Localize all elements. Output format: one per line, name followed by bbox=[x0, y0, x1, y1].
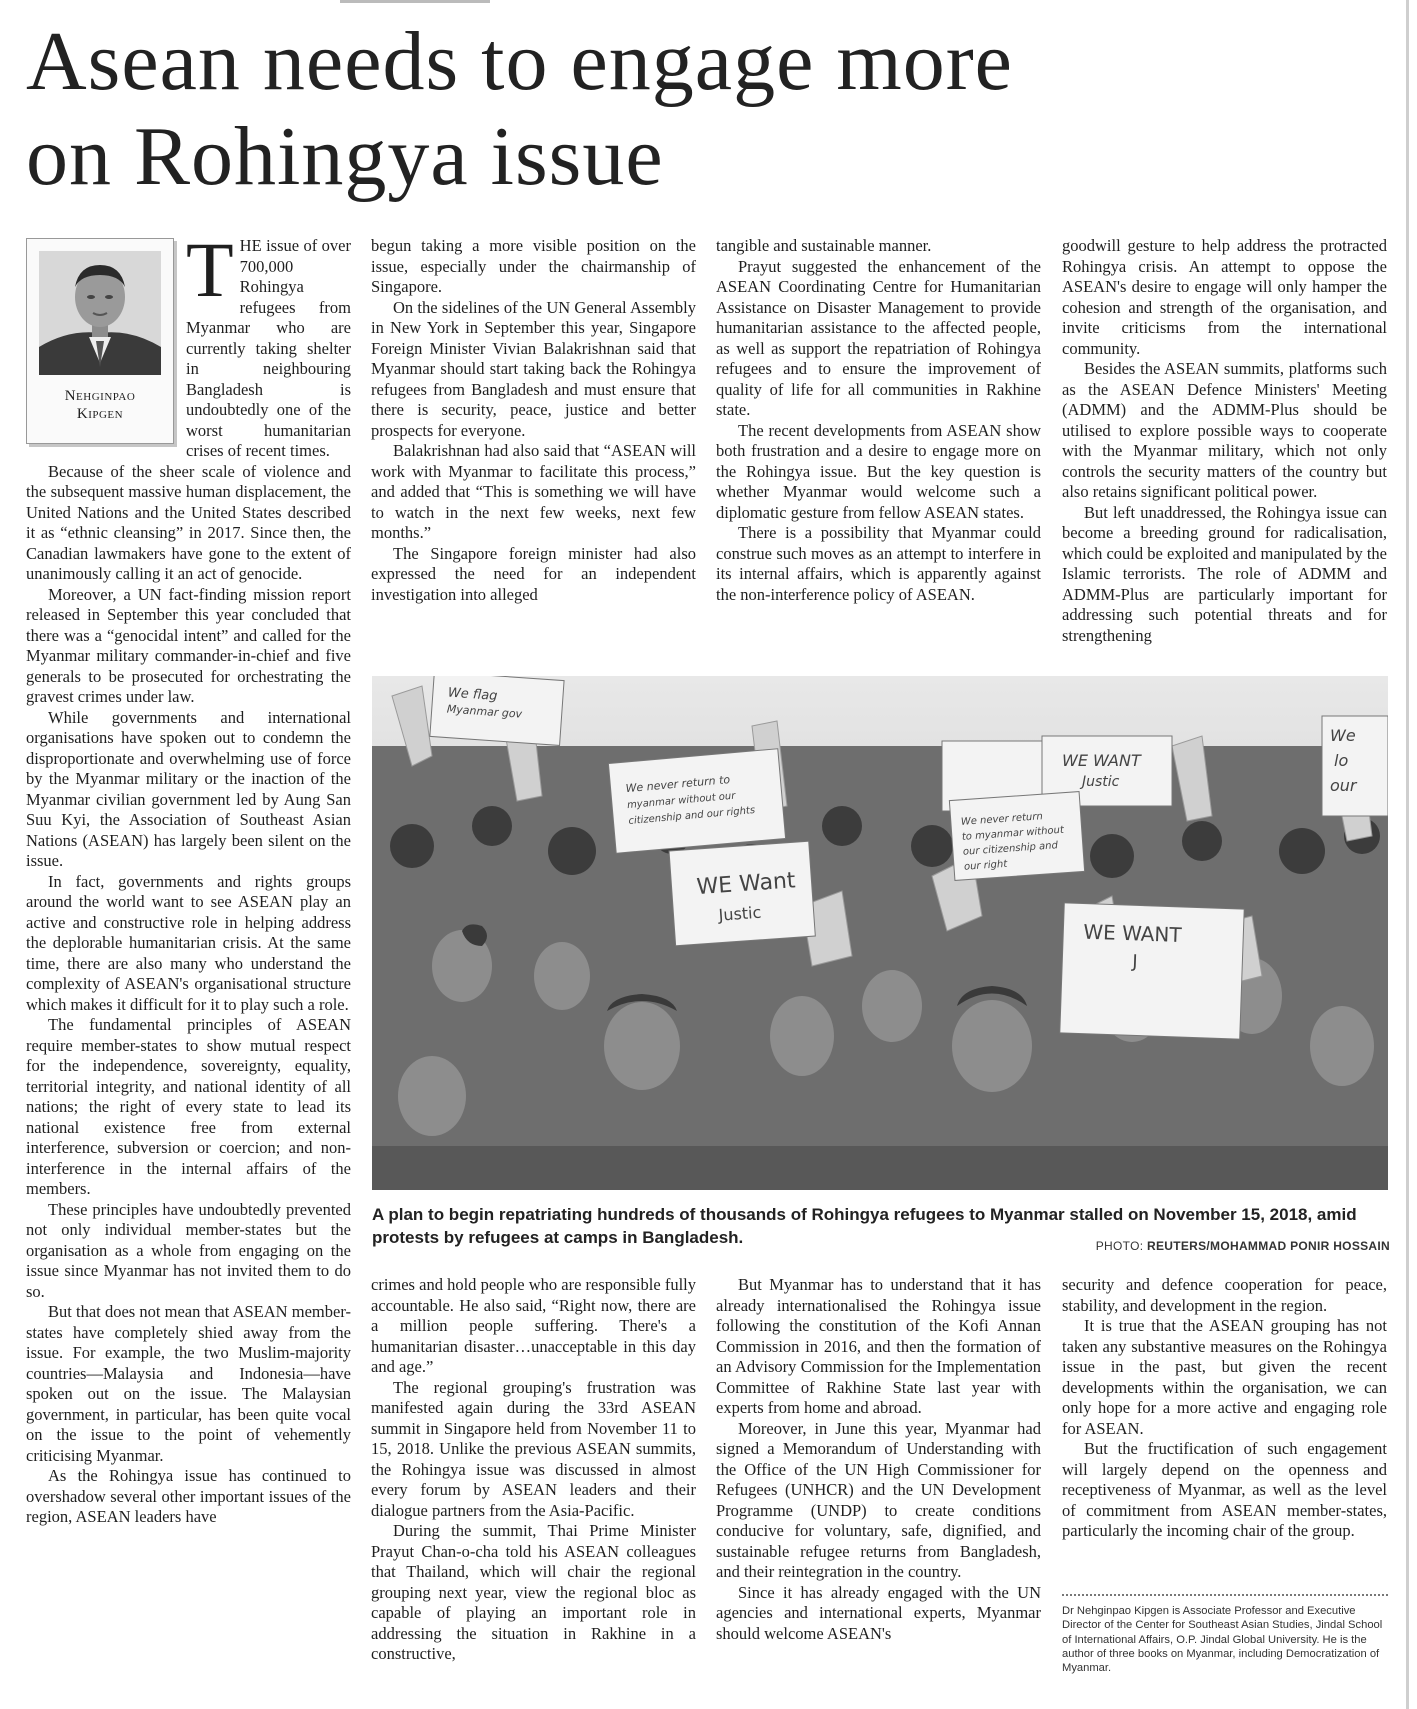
svg-text:to myanmar without: to myanmar without bbox=[961, 824, 1065, 843]
paragraph: begun taking a more visible position on the issue, especially under the chairmanship of Singapore. bbox=[371, 236, 696, 296]
paragraph: The recent developments from ASEAN show both frustration and a desire to engage more on the Rohingya issue. But the key question is whether Myanmar would welcome such a diplomatic gesture from fellow ASEAN states. bbox=[716, 420, 1041, 522]
paragraph: crimes and hold people who are responsible fully accountable. He also said, “Right now, there are a million people suffering. There's a humanitarian disaster…unacceptable in this day and age.” bbox=[371, 1275, 696, 1376]
svg-text:J: J bbox=[1131, 951, 1138, 973]
author-name-line-1: Nehginpao bbox=[64, 388, 136, 404]
paragraph: These principles have undoubtedly prevented not only individual member-states but the organisation as a whole from engaging on the issue since Myanmar has not invited them to do so. bbox=[26, 1199, 351, 1301]
author-portrait bbox=[39, 251, 161, 375]
svg-text:We never return: We never return bbox=[960, 811, 1044, 828]
protest-crowd-image bbox=[372, 676, 1388, 1190]
svg-text:WE WANT: WE WANT bbox=[1082, 919, 1183, 948]
svg-text:our right: our right bbox=[963, 858, 1008, 873]
paragraph: During the summit, Thai Prime Minister Prayut Chan-o-cha told his ASEAN colleagues that Thailand, which will chair the regional grouping next year, view the regional bloc as capable of playing an important role in addressing the situation in Rakhine in a constructive, bbox=[371, 1521, 696, 1663]
column-3-bottom bbox=[716, 1275, 1041, 1693]
page-edge bbox=[1406, 0, 1409, 1709]
photo-credit bbox=[1096, 1239, 1390, 1253]
column-2-bottom bbox=[371, 1275, 696, 1693]
column-3-top bbox=[716, 236, 1041, 656]
paragraph: The fundamental principles of ASEAN require member-states to show mutual respect for the independence, sovereignty, equality, territorial integrity, and national identity of all nations; the right of every state to lead its national existence free from external interference, subversion or coercion; and non-interference in the internal affairs of the members. bbox=[26, 1015, 351, 1198]
paragraph: Moreover, a UN fact-finding mission report released in September this year concluded that there was a “genocidal intent” and called for the Myanmar military commander-in-chief and five generals to be prosecuted for orchestrating the gravest crimes under law. bbox=[26, 584, 351, 706]
bio-divider bbox=[1062, 1594, 1388, 1596]
paragraph: The Singapore foreign minister had also expressed the need for an independent investigation into alleged bbox=[371, 543, 696, 604]
column-2-top bbox=[371, 236, 696, 656]
paragraph: But Myanmar has to understand that it has already internationalised the Rohingya issue following the constitution of the Kofi Annan Commission in 2016, and then the formation of an Advisory Commission for the Implementation Committee of Rakhine State last year with experts from home and abroad. bbox=[716, 1275, 1041, 1417]
paragraph: But left unaddressed, the Rohingya issue can become a breeding ground for radicalisation, which could be exploited and manipulated by the Islamic terrorists. The role of ADMM and ADMM-Plus are particularly important for addressing such potential threats and for strengthening bbox=[1062, 502, 1387, 645]
news-photo bbox=[372, 676, 1388, 1190]
column-4-top bbox=[1062, 236, 1387, 656]
author-box bbox=[26, 238, 174, 444]
photo-credit-label: PHOTO: bbox=[1095, 1239, 1144, 1253]
top-rule bbox=[340, 0, 490, 3]
paragraph: Prayut suggested the enhancement of the ASEAN Coordinating Centre for Humanitarian Assistance on Disaster Management to provide humanitarian assistance to the affected people, as well as support the repatriation of Rohingya refugees and to ensure the improvement of quality of life for all communities in Rakhine state. bbox=[716, 256, 1041, 419]
column-4-bottom bbox=[1062, 1275, 1387, 1585]
paragraph: In fact, governments and rights groups around the world want to see ASEAN play an active and constructive role in helping address the deplorable humanitarian crisis. At the same time, there are also many who understand the complexity of ASEAN's organisational structure which makes it difficult for it to play such a role. bbox=[26, 871, 351, 1014]
svg-text:our citizenship and: our citizenship and bbox=[962, 840, 1059, 858]
paragraph: There is a possibility that Myanmar could construe such moves as an attempt to interfere in its internal affairs, which is apparently against the non-interference policy of ASEAN. bbox=[716, 523, 1041, 604]
author-name bbox=[27, 387, 173, 423]
author-name-line-2: Kipgen bbox=[76, 406, 124, 422]
paragraph-text: HE issue of over 700,000 Rohingya refugees from Myanmar who are currently taking shelter in neighbouring Bangladesh is undoubtedly one of the worst humanitarian crises of recent times. bbox=[186, 236, 351, 460]
paragraph: Because of the sheer scale of violence and the subsequent massive human displacement, the United Nations and the United States described it as “ethnic cleansing” in 2017. Since then, the Canadian lawmakers have gone to the extent of unanimously calling it an act of genocide. bbox=[26, 461, 351, 583]
svg-text:We never return to: We never return to bbox=[625, 773, 731, 796]
paragraph: While governments and international organisations have spoken out to condemn the disproportionate and overwhelming use of force by the Myanmar military or the inaction of the Myanmar civilian government led by Aung San Suu Kyi, the Association of Southeast Asian Nations (ASEAN) has largely been silent on the issue. bbox=[26, 707, 351, 870]
svg-text:WE Want: WE Want bbox=[695, 868, 797, 901]
paragraph: The regional grouping's frustration was manifested again during the 33rd ASEAN summit in Singapore held from November 11 to 15, 2018. Unlike the previous ASEAN summits, the Rohingya issue was discussed in almost every forum by ASEAN leaders and their dialogue partners from the Asia-Pacific. bbox=[371, 1377, 696, 1520]
drop-cap: T bbox=[186, 236, 234, 313]
paragraph: But the fructification of such engagement will largely depend on the openness and receptiveness of Myanmar, as well as the level of commitment from ASEAN member-states, particularly the incoming chair of the group. bbox=[1062, 1439, 1387, 1540]
svg-text:We: We bbox=[1330, 726, 1356, 745]
paragraph: goodwill gesture to help address the protracted Rohingya crisis. An attempt to oppose the ASEAN's desire to engage will only hamper the cohesion and strength of the organisation, and invite criticisms from the international community. bbox=[1062, 236, 1387, 358]
svg-text:Justic: Justic bbox=[717, 902, 762, 925]
svg-text:Justic: Justic bbox=[1082, 774, 1120, 790]
paragraph: Balakrishnan had also said that “ASEAN will work with Myanmar to facilitate this process,” and added that “This is something we will have to watch in the next few weeks, next few months.” bbox=[371, 441, 696, 542]
paragraph: Moreover, in June this year, Myanmar had signed a Memorandum of Understanding with the Office of the UN High Commissioner for Refugees (UNHCR) and the UN Development Programme (UNDP) to create conditions conducive for voluntary, safe, dignified, and sustainable refugee returns from Bangladesh, and their reintegration in the country. bbox=[716, 1418, 1041, 1581]
svg-text:WE WANT: WE WANT bbox=[1062, 751, 1141, 770]
svg-text:lo: lo bbox=[1334, 751, 1349, 770]
svg-text:myanmar without our: myanmar without our bbox=[626, 790, 736, 812]
paragraph: Besides the ASEAN summits, platforms such as the ASEAN Defence Ministers' Meeting (ADMM) and the ADMM-Plus should be utilised to explore possible ways to cooperate with the Myanmar military, which not only controls the security matters of the country but also retains significant political power. bbox=[1062, 359, 1387, 501]
headline bbox=[26, 14, 1386, 204]
paragraph: security and defence cooperation for peace, stability, and development in the region. bbox=[1062, 1275, 1387, 1315]
photo-credit-source: REUTERS/MOHAMMAD PONIR HOSSAIN bbox=[1146, 1239, 1390, 1253]
paragraph: It is true that the ASEAN grouping has not taken any substantive measures on the Rohingya issue in the past, but given the recent developments within the organisation, we can only hope for a more active and engaging role for ASEAN. bbox=[1062, 1316, 1387, 1438]
author-portrait-image bbox=[39, 251, 161, 375]
paragraph: Since it has already engaged with the UN agencies and international experts, Myanmar should welcome ASEAN's bbox=[716, 1582, 1041, 1643]
paragraph: On the sidelines of the UN General Assembly in New York in September this year, Singapore Foreign Minister Vivian Balakrishnan said that Myanmar should start taking back the Rohingya refugees from Bangladesh and must ensure that there is security, peace, justice and better prospects for everyone. bbox=[371, 297, 696, 440]
photo-caption: A plan to begin repatriating hundreds of thousands of Rohingya refugees to Myanmar stalled on November 15, 2018, amid protests by refugees at camps in Bangladesh. bbox=[372, 1205, 1357, 1247]
column-1 bbox=[26, 236, 351, 1691]
paragraph: As the Rohingya issue has continued to overshadow several other important issues of the region, ASEAN leaders have bbox=[26, 1466, 351, 1526]
paragraph: tangible and sustainable manner. bbox=[716, 236, 932, 255]
author-bio: Dr Nehginpao Kipgen is Associate Professor and Executive Director of the Center for Southeast Asian Studies, Jindal School of International Affairs, O.P. Jindal Global University. He is the author of three books on Myanmar, including Democratization of Myanmar. bbox=[1062, 1605, 1383, 1675]
svg-text:We flag: We flag bbox=[447, 685, 498, 704]
headline-line-2: on Rohingya issue bbox=[26, 110, 664, 203]
svg-text:our: our bbox=[1330, 776, 1357, 795]
svg-text:citizenship and our rights: citizenship and our rights bbox=[628, 804, 756, 828]
headline-line-1: Asean needs to engage more bbox=[26, 15, 1013, 108]
svg-text:Myanmar gov: Myanmar gov bbox=[446, 702, 523, 721]
paragraph: But that does not mean that ASEAN member-states have completely shied away from the issue. For example, the two Muslim-majority countries—Malaysia and Indonesia—have spoken out on the issue. The Malaysian government, in particular, has been quite vocal on the issue to the point of vehemently criticising Myanmar. bbox=[26, 1302, 351, 1465]
